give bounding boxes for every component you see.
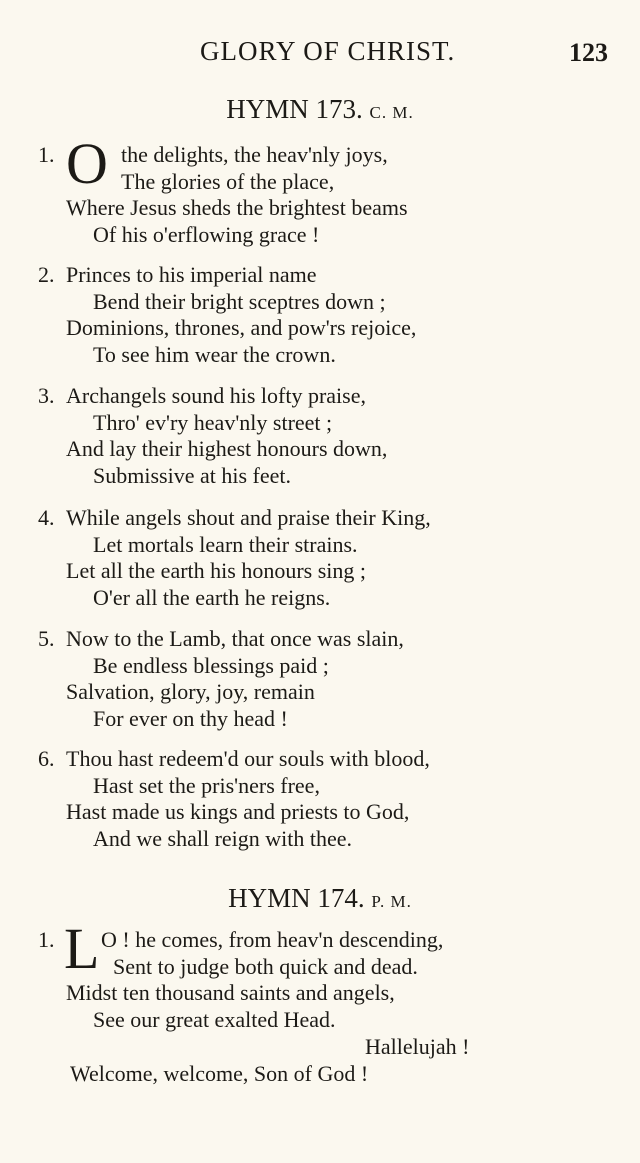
- verse-line: Now to the Lamb, that once was slain,: [66, 626, 404, 651]
- verse-line: Of his o'erflowing grace !: [93, 222, 320, 247]
- stanza-number: 4.: [38, 505, 55, 530]
- verse-line: To see him wear the crown.: [93, 342, 336, 367]
- verse-line: Dominions, thrones, and pow'rs rejoice,: [66, 315, 417, 340]
- stanza-number: 3.: [38, 383, 55, 408]
- verse-line: And lay their highest honours down,: [66, 436, 388, 461]
- running-head: [0, 36, 640, 66]
- verse-line: See our great exalted Head.: [93, 1007, 336, 1032]
- verse-line: The glories of the place,: [121, 169, 335, 194]
- verse-line: Thou hast redeem'd our souls with blood,: [66, 746, 430, 771]
- stanza-number: 2.: [38, 262, 55, 287]
- verse-line: For ever on thy head !: [93, 706, 288, 731]
- drop-cap: L: [64, 916, 100, 981]
- verse-line: Thro' ev'ry heav'nly street ;: [93, 410, 333, 435]
- verse-line: Archangels sound his lofty praise,: [66, 383, 366, 408]
- page-number: 123: [569, 38, 608, 67]
- stanza-number: 6.: [38, 746, 55, 771]
- verse-line: Hallelujah !: [365, 1034, 470, 1059]
- verse-line: Welcome, welcome, Son of God !: [70, 1061, 369, 1086]
- verse-line: And we shall reign with thee.: [93, 826, 353, 851]
- verse-line: Hast made us kings and priests to God,: [66, 799, 410, 824]
- stanza-number: 1.: [38, 927, 55, 952]
- stanza-number: 1.: [38, 142, 55, 167]
- stanza-number: 5.: [38, 626, 55, 651]
- verse-line: Princes to his imperial name: [66, 262, 317, 287]
- verse-line: Bend their bright sceptres down ;: [93, 289, 386, 314]
- hymn-173-title: [0, 94, 640, 125]
- verse-line: Submissive at his feet.: [93, 463, 291, 488]
- verse-line: Let all the earth his honours sing ;: [66, 558, 366, 583]
- drop-cap: O: [66, 131, 108, 196]
- verse-line: Where Jesus sheds the brightest beams: [66, 195, 408, 220]
- verse-line: Midst ten thousand saints and angels,: [66, 980, 395, 1005]
- hymn-173-meter: C. M.: [369, 103, 414, 122]
- verse-line: Hast set the pris'ners free,: [93, 773, 320, 798]
- verse-line: Salvation, glory, joy, remain: [66, 679, 315, 704]
- verse-line: O ! he comes, from heav'n descending,: [101, 927, 444, 952]
- verse-line: O'er all the earth he reigns.: [93, 585, 331, 610]
- verse-line: Be endless blessings paid ;: [93, 653, 329, 678]
- verse-line: the delights, the heav'nly joys,: [121, 142, 388, 167]
- hymn-174-title: [0, 883, 640, 914]
- hymn-173-number: HYMN 173.: [226, 94, 363, 124]
- verse-line: Sent to judge both quick and dead.: [113, 954, 418, 979]
- verse-line: While angels shout and praise their King,: [66, 505, 431, 530]
- hymn-174-meter: P. M.: [371, 892, 412, 911]
- hymn-174-number: HYMN 174.: [228, 883, 365, 913]
- running-title: GLORY OF CHRIST.: [200, 36, 456, 66]
- verse-line: Let mortals learn their strains.: [93, 532, 358, 557]
